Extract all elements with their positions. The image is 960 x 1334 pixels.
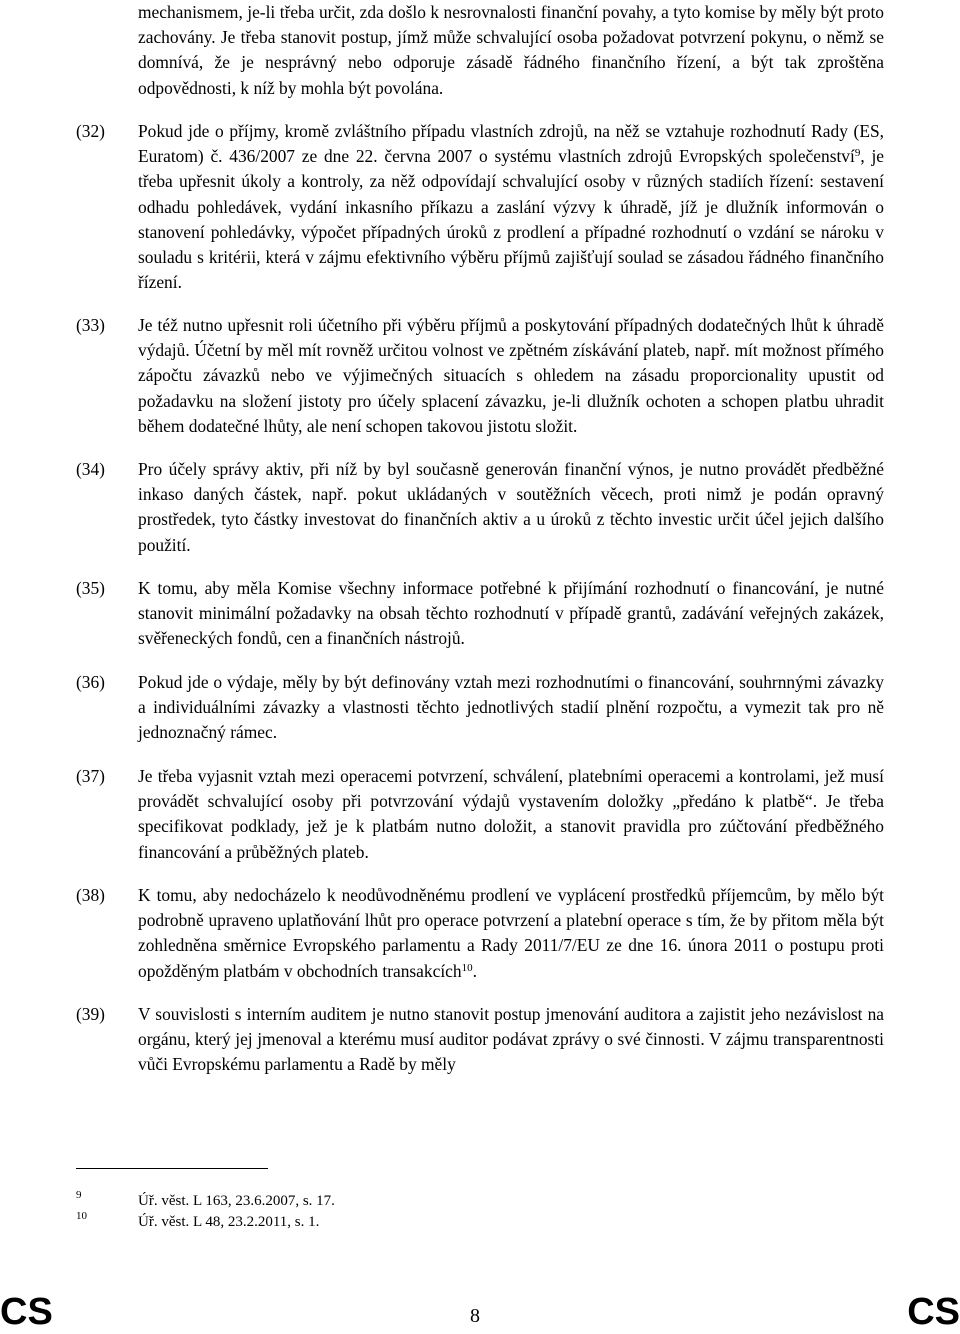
paragraph-33: Je též nutno upřesnit roli účetního při výběru příjmů a poskytování případných dodatečných lhůt k úhradě výdajů. Účetní by měl mít rovněž určitou volnost ve zpětném získávání plateb, např. mít možnost přímého zápočtu závazků nebo ve výjimečných situacích s ohledem na zásadu proporcionality upustit od požadavku na složení jistoty pro účely splacení závazku, je-li dlužník ochoten a schopen platbu uhradit během dodatečné lhůty, ale není schopen takovou jistotu složit. — [138, 315, 884, 436]
footer-language-right: CS — [907, 1291, 960, 1333]
paragraph-number-35: (35) — [76, 578, 105, 598]
footnote-mark-10: 10 — [76, 1210, 87, 1222]
paragraph-38-text-a: K tomu, aby nedocházelo k neodůvodněnému prodlení ve vyplácení prostředků příjemcům, by mělo být podrobně upraveno uplatňování lhůt pro operace potvrzení a platební operace s tím, že by přitom měla být zohledněna směrnice Evropského parlamentu a Rady 2011/7/EU ze dne 16. února 2011 o postupu proti opožděným platbám v obchodních transakcích — [138, 885, 884, 981]
footnote-ref-10[interactable]: 10 — [461, 961, 473, 974]
paragraph-32-text-b: , je třeba upřesnit úkoly a kontroly, za něž odpovídají schvalující osoby v různých stadiích řízení: sestavení odhadu pohledávek, vydání inkasního příkazu a zaslání výzvy k úhradě, jíž je dlužník informován o stanovení pohledávky, výpočet případných úroků z prodlení a případné rozhodnutí o vzdání se nároku v souladu s kritérii, která v zájmu efektivního výběru příjmů zajišťují soulad se zásadou řádného finančního řízení. — [138, 146, 884, 293]
paragraph-37: Je třeba vyjasnit vztah mezi operacemi potvrzení, schválení, platebními operacemi a kontrolami, jež musí provádět schvalující osoby při potvrzování výdajů vystavením doložky „předáno k platbě“. Je třeba specifikovat podklady, jež je k platbám nutno doložit, a stanovit pravidla pro zúčtování předběžného financování a průběžných plateb. — [138, 766, 884, 862]
paragraph-39: V souvislosti s interním auditem je nutno stanovit postup jmenování auditora a zajistit jeho nezávislost na orgánu, který jej jmenoval a kterému musí auditor podávat zprávy o své činnosti. V zájmu transparentnosti vůči Evropskému parlamentu a Radě by měly — [138, 1004, 884, 1075]
paragraph-34: Pro účely správy aktiv, při níž by byl současně generován finanční výnos, je nutno provádět předběžné inkaso daných částek, např. pokut ukládaných v soutěžních věcech, proti nimž je podán opravný prostředek, tyto částky investovat do finančních aktiv a u úroků z těchto investic určit účel jejich dalšího použití. — [138, 459, 884, 555]
paragraph-number-38-text: (38) — [76, 885, 105, 905]
paragraph-38 — [138, 883, 884, 984]
footnote-text-10: Úř. věst. L 48, 23.2.2011, s. 1. — [138, 1214, 320, 1230]
footnote-separator — [76, 1168, 268, 1169]
paragraph-continuation: mechanismem, je-li třeba určit, zda došlo k nesrovnalosti finanční povahy, a tyto komise by měly být proto zachovány. Je třeba stanovit postup, jímž může schvalující osoba požadovat potvrzení pokynu, o němž se domnívá, že je nesprávný nebo odporuje zásadě řádného finančního řízení, a být tak zproštěna odpovědnosti, k níž by mohla být povolána. — [138, 2, 884, 98]
footnote-ref-9[interactable]: 9 — [854, 147, 861, 160]
paragraph-32-text-a: Pokud jde o příjmy, kromě zvláštního případu vlastních zdrojů, na něž se vztahuje rozhodnutí Rady (ES, Euratom) č. 436/2007 ze dne 22. června 2007 o systému vlastních zdrojů Evropských společenství — [138, 121, 884, 167]
paragraph-32 — [138, 119, 884, 295]
page-number: 8 — [470, 1305, 480, 1327]
paragraph-38-text-b: . — [472, 960, 477, 981]
footnote-text-9: Úř. věst. L 163, 23.6.2007, s. 17. — [138, 1193, 335, 1209]
footer-language-left: CS — [0, 1291, 53, 1333]
paragraph-number-37: (37) — [76, 766, 105, 786]
paragraph-number-34: (34) — [76, 459, 105, 479]
paragraph-number-32: (32) — [76, 121, 105, 141]
paragraph-number-36: (36) — [76, 672, 105, 692]
paragraph-36: Pokud jde o výdaje, měly by být definovány vztah mezi rozhodnutími o financování, souhrnnými závazky a individuálními závazky a vlastnosti těchto jednotlivých stadií plnění rozpočtu, a vymezit tak pro ně jednoznačný rámec. — [138, 672, 884, 743]
paragraph-number-39: (39) — [76, 1004, 105, 1024]
paragraph-35: K tomu, aby měla Komise všechny informace potřebné k přijímání rozhodnutí o financování, je nutné stanovit minimální požadavky na obsah těchto rozhodnutí v případě grantů, zadávání veřejných zakázek, svěřeneckých fondů, cen a finančních nástrojů. — [138, 578, 884, 649]
paragraph-number-38 — [76, 883, 105, 908]
paragraph-number-33: (33) — [76, 315, 105, 335]
footnote-mark-9: 9 — [76, 1189, 82, 1201]
